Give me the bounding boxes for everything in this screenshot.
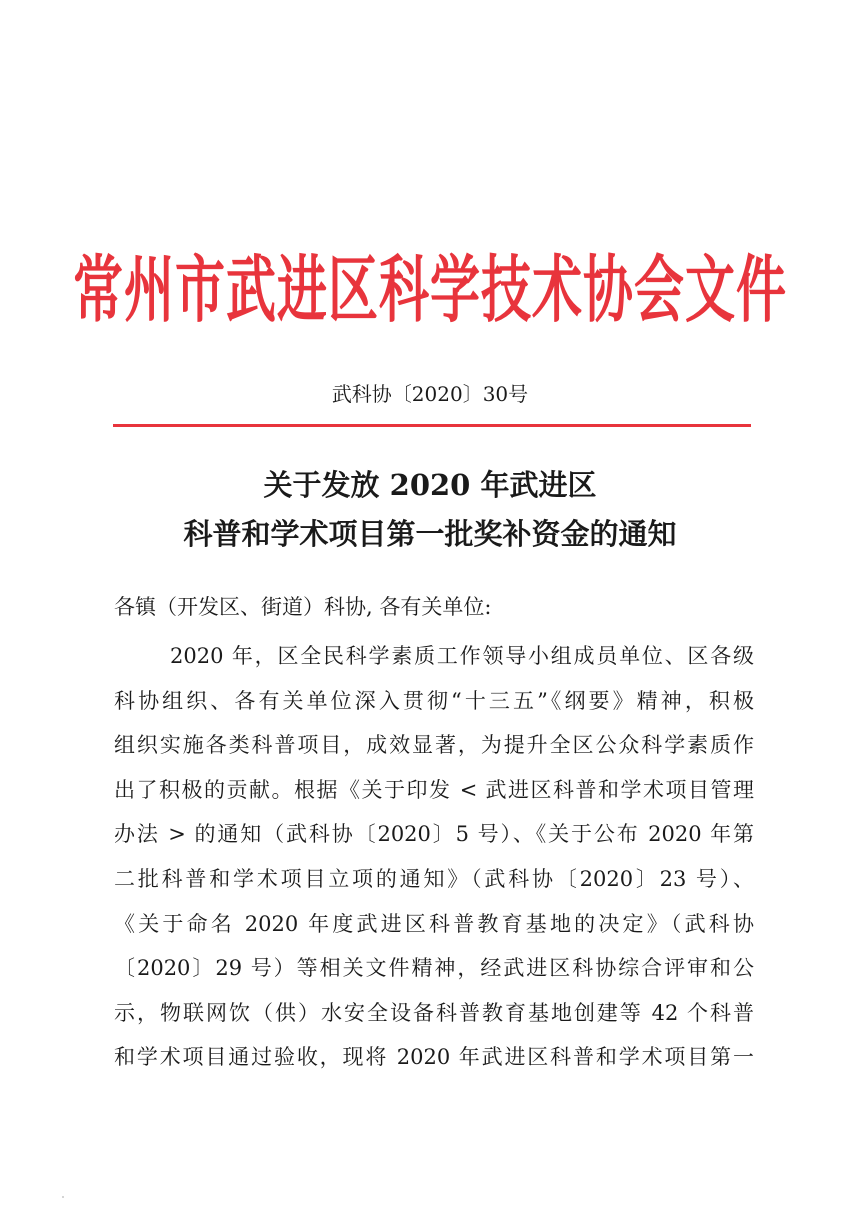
body-line: 2020 年，区全民科学素质工作领导小组成员单位、区各级 (170, 644, 754, 668)
salutation: 各镇（开发区、街道）科协, 各有关单位: (114, 595, 492, 619)
body-line: 出了积极的贡献。根据《关于印发 < 武进区科普和学术项目管理 (114, 777, 754, 802)
body-line: 二批科普和学术项目立项的通知》（武科协〔2020〕23 号）、 (114, 866, 754, 891)
red-divider-line (113, 424, 751, 427)
notice-title-line-2: 科普和学术项目第一批奖补资金的通知 (183, 517, 677, 551)
body-line: 科协组织、各有关单位深入贯彻“十三五”《纲要》精神，积极 (114, 688, 754, 713)
body-line: 《关于命名 2020 年度武进区科普教育基地的决定》（武科协 (114, 911, 754, 936)
scan-speck (62, 1196, 64, 1198)
notice-title-line-1: 关于发放 2020 年武进区 (263, 468, 597, 502)
body-line: 〔2020〕29 号）等相关文件精神，经武进区科协综合评审和公 (114, 956, 754, 981)
body-line: 办法 > 的通知（武科协〔2020〕5 号）、《关于公布 2020 年第 (114, 822, 754, 847)
document-number: 武科协〔2020〕30号 (331, 382, 529, 406)
masthead-title: 常州市武进区科学技术协会文件 (73, 248, 787, 333)
body-paragraph (114, 634, 754, 1080)
body-line: 示，物联网饮（供）水安全设备科普教育基地创建等 42 个科普 (114, 1000, 754, 1025)
body-line: 组织实施各类科普项目，成效显著，为提升全区公众科学素质作 (114, 733, 754, 758)
body-line: 和学术项目通过验收，现将 2020 年武进区科普和学术项目第一 (114, 1045, 754, 1070)
